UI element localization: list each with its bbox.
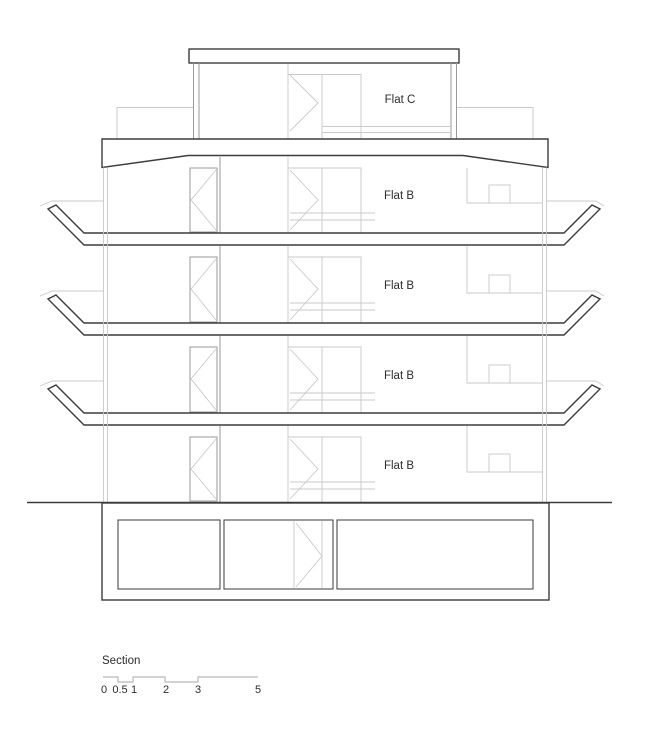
door-swing-icon: [290, 259, 318, 320]
left-door-elevation: [190, 437, 217, 501]
railing-left: [40, 381, 103, 386]
railing-left: [40, 201, 103, 206]
door-swing-icon: [290, 349, 318, 410]
flat-b-floor-3-interior: [190, 336, 542, 413]
flat-b-floor-1-interior: [190, 157, 542, 233]
flat-b-label-4: Flat B: [383, 460, 415, 472]
basement-door: [294, 521, 322, 588]
basement-room-2: [224, 520, 333, 589]
scale-tick-3: 3: [194, 684, 202, 696]
terrace-parapet-right: [457, 108, 533, 140]
railing-right: [546, 201, 604, 206]
flat-b-label-3: Flat B: [383, 370, 415, 382]
scale-tick-1: 1: [130, 684, 138, 696]
door-swing-icon: [191, 170, 216, 230]
tapered-floor-slab: [102, 139, 548, 168]
terrace-parapet-left: [117, 108, 193, 140]
scale-bar-line: [103, 677, 258, 682]
left-door-elevation: [190, 168, 217, 232]
railing-left: [40, 291, 103, 296]
penthouse-level: [117, 49, 533, 139]
flat-b-label-1: Flat B: [383, 190, 415, 202]
flat-c-label: Flat C: [384, 94, 416, 106]
door-swing-icon: [191, 259, 216, 320]
basement-room-1: [118, 520, 220, 589]
railing-right: [546, 291, 604, 296]
scale-tick-0: 0: [100, 684, 108, 696]
scale-tick-5: 5: [254, 684, 262, 696]
flat-b-floor-2-interior: [190, 246, 542, 323]
door-swing-icon: [290, 170, 318, 230]
door-swing-icon: [191, 349, 216, 410]
door-swing-icon: [296, 523, 322, 587]
door-swing-icon: [191, 439, 216, 499]
door-swing-icon: [290, 75, 318, 131]
door-swing-icon: [290, 439, 318, 499]
counter-lines: [322, 127, 451, 133]
right-cupboard: [467, 336, 542, 383]
scale-bar-title: Section: [102, 655, 141, 667]
scale-tick-05: 0.5: [112, 684, 128, 696]
right-cupboard: [467, 426, 542, 472]
basement-outline: [102, 503, 549, 600]
left-door-elevation: [190, 347, 217, 412]
right-cupboard: [467, 168, 542, 203]
left-door-elevation: [190, 257, 217, 322]
railing-right: [546, 381, 604, 386]
right-cupboard: [467, 246, 542, 293]
basement-room-3: [337, 520, 533, 589]
basement: [102, 503, 549, 600]
roof-slab: [189, 49, 459, 63]
flat-b-floor-4-interior: [190, 426, 542, 502]
flat-b-label-2: Flat B: [383, 280, 415, 292]
scale-tick-2: 2: [162, 684, 170, 696]
